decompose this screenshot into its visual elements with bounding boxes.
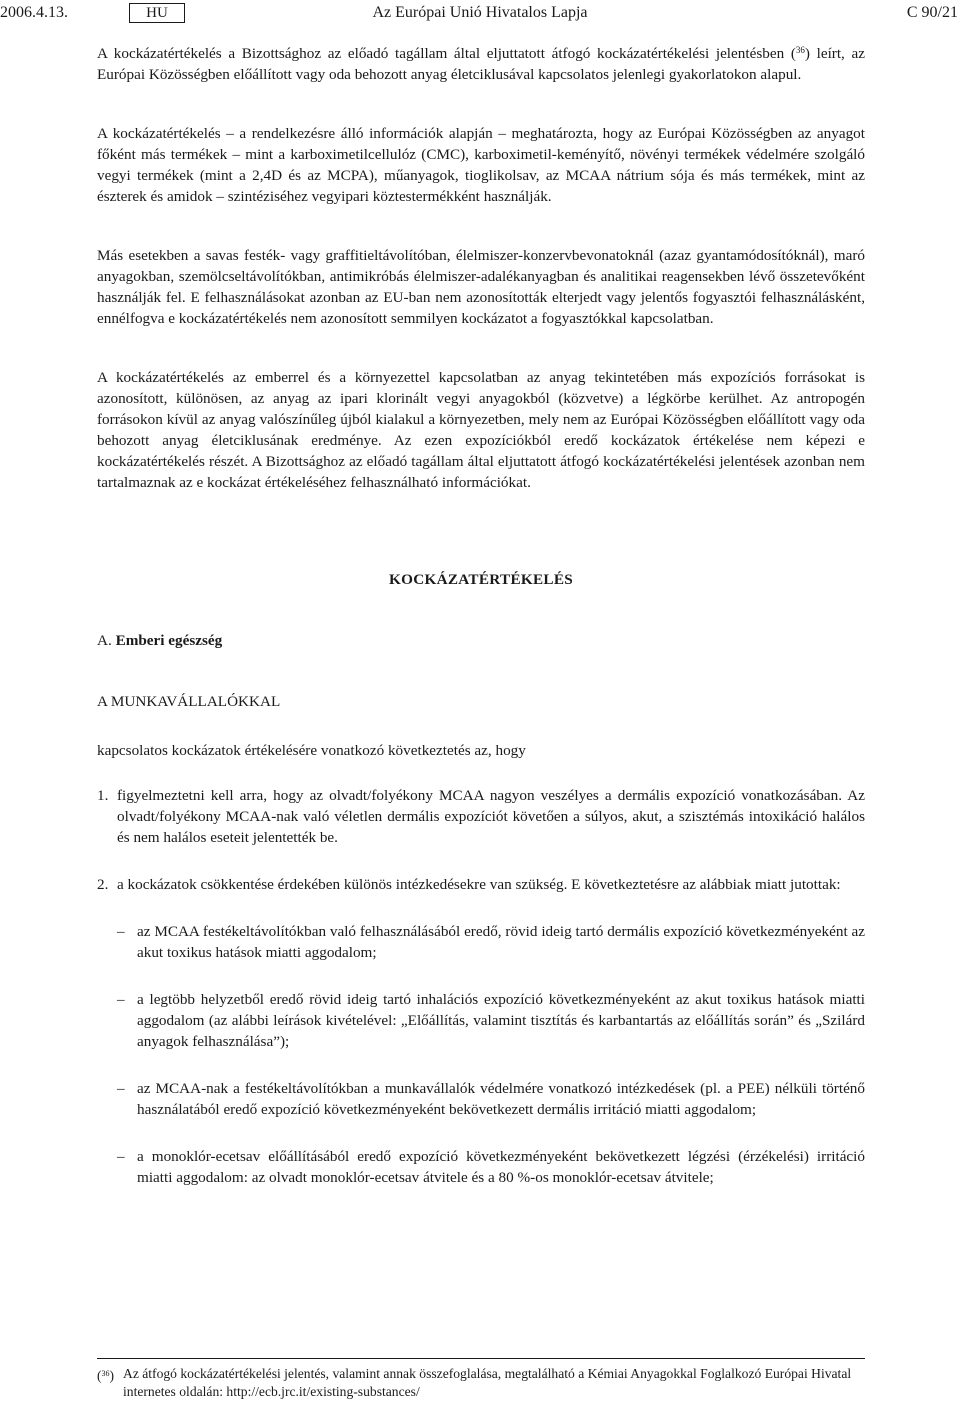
footnote-text: Az átfogó kockázatértékelési jelentés, valamint annak összefoglalása, megtalálható a Kémiai Anyagokkal Foglalkozó Európai Hivatal internetes oldalán: http://ecb.jrc.it/existing-substances/	[123, 1366, 852, 1399]
dash-item-text: a legtöbb helyzetből eredő rövid ideig tartó inhalációs expozíció következményeként az akut toxikus hatások miatti aggodalom (az alábbi leírások kivételével: „Előállítás, valamint tisztítás és karbantartás az előállítás során” és „Szilárd anyagok felhasználása”);	[137, 991, 865, 1050]
list-item	[97, 785, 865, 848]
list-item	[97, 874, 865, 895]
list-item-text: a kockázatok csökkentése érdekében különös intézkedésekre van szükség. E következtetésre az alábbiak miatt jutottak:	[117, 876, 841, 893]
section-heading: A. Emberi egészség	[97, 632, 223, 649]
dash-list-item	[97, 989, 865, 1052]
paragraph: A kockázatértékelés az emberrel és a környezettel kapcsolatban az anyag tekintetében más expozíciós forrásokat is azonosított, különösen, az anyag az ipari klorinált vegyi anyagokból (közvetve) a légkörbe kerülhet. Az antropogén forrásokon kívül az anyag valószínűleg újból kialakul a környezetben, mely nem az Európai Közösségben előállított vagy oda behozott anyag életciklusának eredménye. Az ezen expozíciókból eredő kockázatok értékelése nem képezi e kockázatértékelés részét. A Bizottsághoz az előadó tagállam által eljuttatott átfogó kockázatértékelési jelentések azonban nem tartalmaznak az e kockázat értékeléséhez felhasználható információkat.	[97, 369, 865, 491]
dash-bullet: –	[117, 1080, 125, 1097]
list-item-text: figyelmeztetni kell arra, hogy az olvadt/folyékony MCAA nagyon veszélyes a dermális expozíció vonatkozásában. Az olvadt/folyékony MCAA-nak való véletlen dermális expozíciót követően a súlyos, akut, a szisztémás intoxikáció halálos és nem halálos eseteit jelentették be.	[117, 787, 865, 846]
page-number: C 90/21	[906, 4, 958, 21]
paragraph: A kockázatértékelés a Bizottsághoz az előadó tagállam által eljuttatott átfogó kockázatértékelési jelentésben ($^{36}$) leírt, az Európai Közösségben előállított vagy oda behozott anyag életciklusával kapcsolatos jelenlegi gyakorlatokon alapul.	[97, 45, 865, 83]
page-header	[0, 3, 960, 23]
dash-bullet: –	[117, 991, 125, 1008]
footnote-marker: ($^{36}$)	[97, 1368, 115, 1383]
section-title: KOCKÁZATÉRTÉKELÉS	[388, 571, 574, 588]
dash-list-item	[97, 1146, 865, 1188]
dash-item-text: az MCAA festékeltávolítókban való felhasználásából eredő, rövid ideig tartó dermális expozíció következményeként az akut toxikus hatások miatti aggodalom;	[137, 923, 865, 961]
paragraph: Más esetekben a savas festék- vagy graffitieltávolítóban, élelmiszer-konzervbevonatoknál (azaz gyantamódosítóknál), maró anyagokban, szemölcseltávolítókban, antimikróbás élelmiszer-adalékanyagban és analitikai reagensekben lévő összetevőként használják fel. E felhasználásokat azonban az EU-ban nem azonosították elterjedt vagy jelentős fogyasztói felhasználásként, ennélfogva e kockázatértékelés nem azonosított semmilyen kockázatot a fogyasztókkal kapcsolatban.	[97, 247, 865, 327]
dash-bullet: –	[117, 1148, 125, 1165]
dash-bullet: –	[117, 923, 125, 940]
intro-text: kapcsolatos kockázatok értékelésére vonatkozó következtetés az, hogy	[97, 742, 526, 759]
document-body	[97, 40, 865, 1214]
subheading: A MUNKAVÁLLALÓKKAL	[97, 693, 281, 710]
dash-item-text: a monoklór-ecetsav előállításából eredő expozíció következményeként bekövetkezett légzési (érzékelési) irritáció miatti aggodalom: az olvadt monoklór-ecetsav átvitele és a 80 %-os monoklór-ecetsav átvitele;	[137, 1148, 865, 1186]
footnote-reference[interactable]: 36	[795, 45, 805, 55]
language-badge: HU	[129, 3, 185, 23]
dash-list-item	[97, 1078, 865, 1120]
list-number: 1.	[97, 787, 109, 804]
list-number: 2.	[97, 876, 109, 893]
journal-title: Az Európai Unió Hivatalos Lapja	[372, 4, 588, 21]
dash-item-text: az MCAA-nak a festékeltávolítókban a munkavállalók védelmére vonatkozó intézkedések (pl. a PEE) nélküli történő használatából eredő expozíció következményeként bekövetkezett dermális irritáció miatti aggodalom;	[137, 1080, 865, 1118]
publication-date: 2006.4.13.	[0, 4, 68, 21]
footnote	[97, 1358, 865, 1401]
dash-list-item	[97, 921, 865, 963]
paragraph: A kockázatértékelés – a rendelkezésre álló információk alapján – meghatározta, hogy az Európai Közösségben az anyagot főként más termékek – mint a karboximetilcellulóz (CMC), karboximetil-keményítő, növényi termékek védelmére szolgáló vegyi termékek (mint a 2,4D és az MCPA), műanyagok, tioglikolsav, az MCAA nátrium sója és más termékek, mint az észterek és amidok – szintéziséhez vegyipari köztestermékként használják.	[97, 125, 865, 205]
